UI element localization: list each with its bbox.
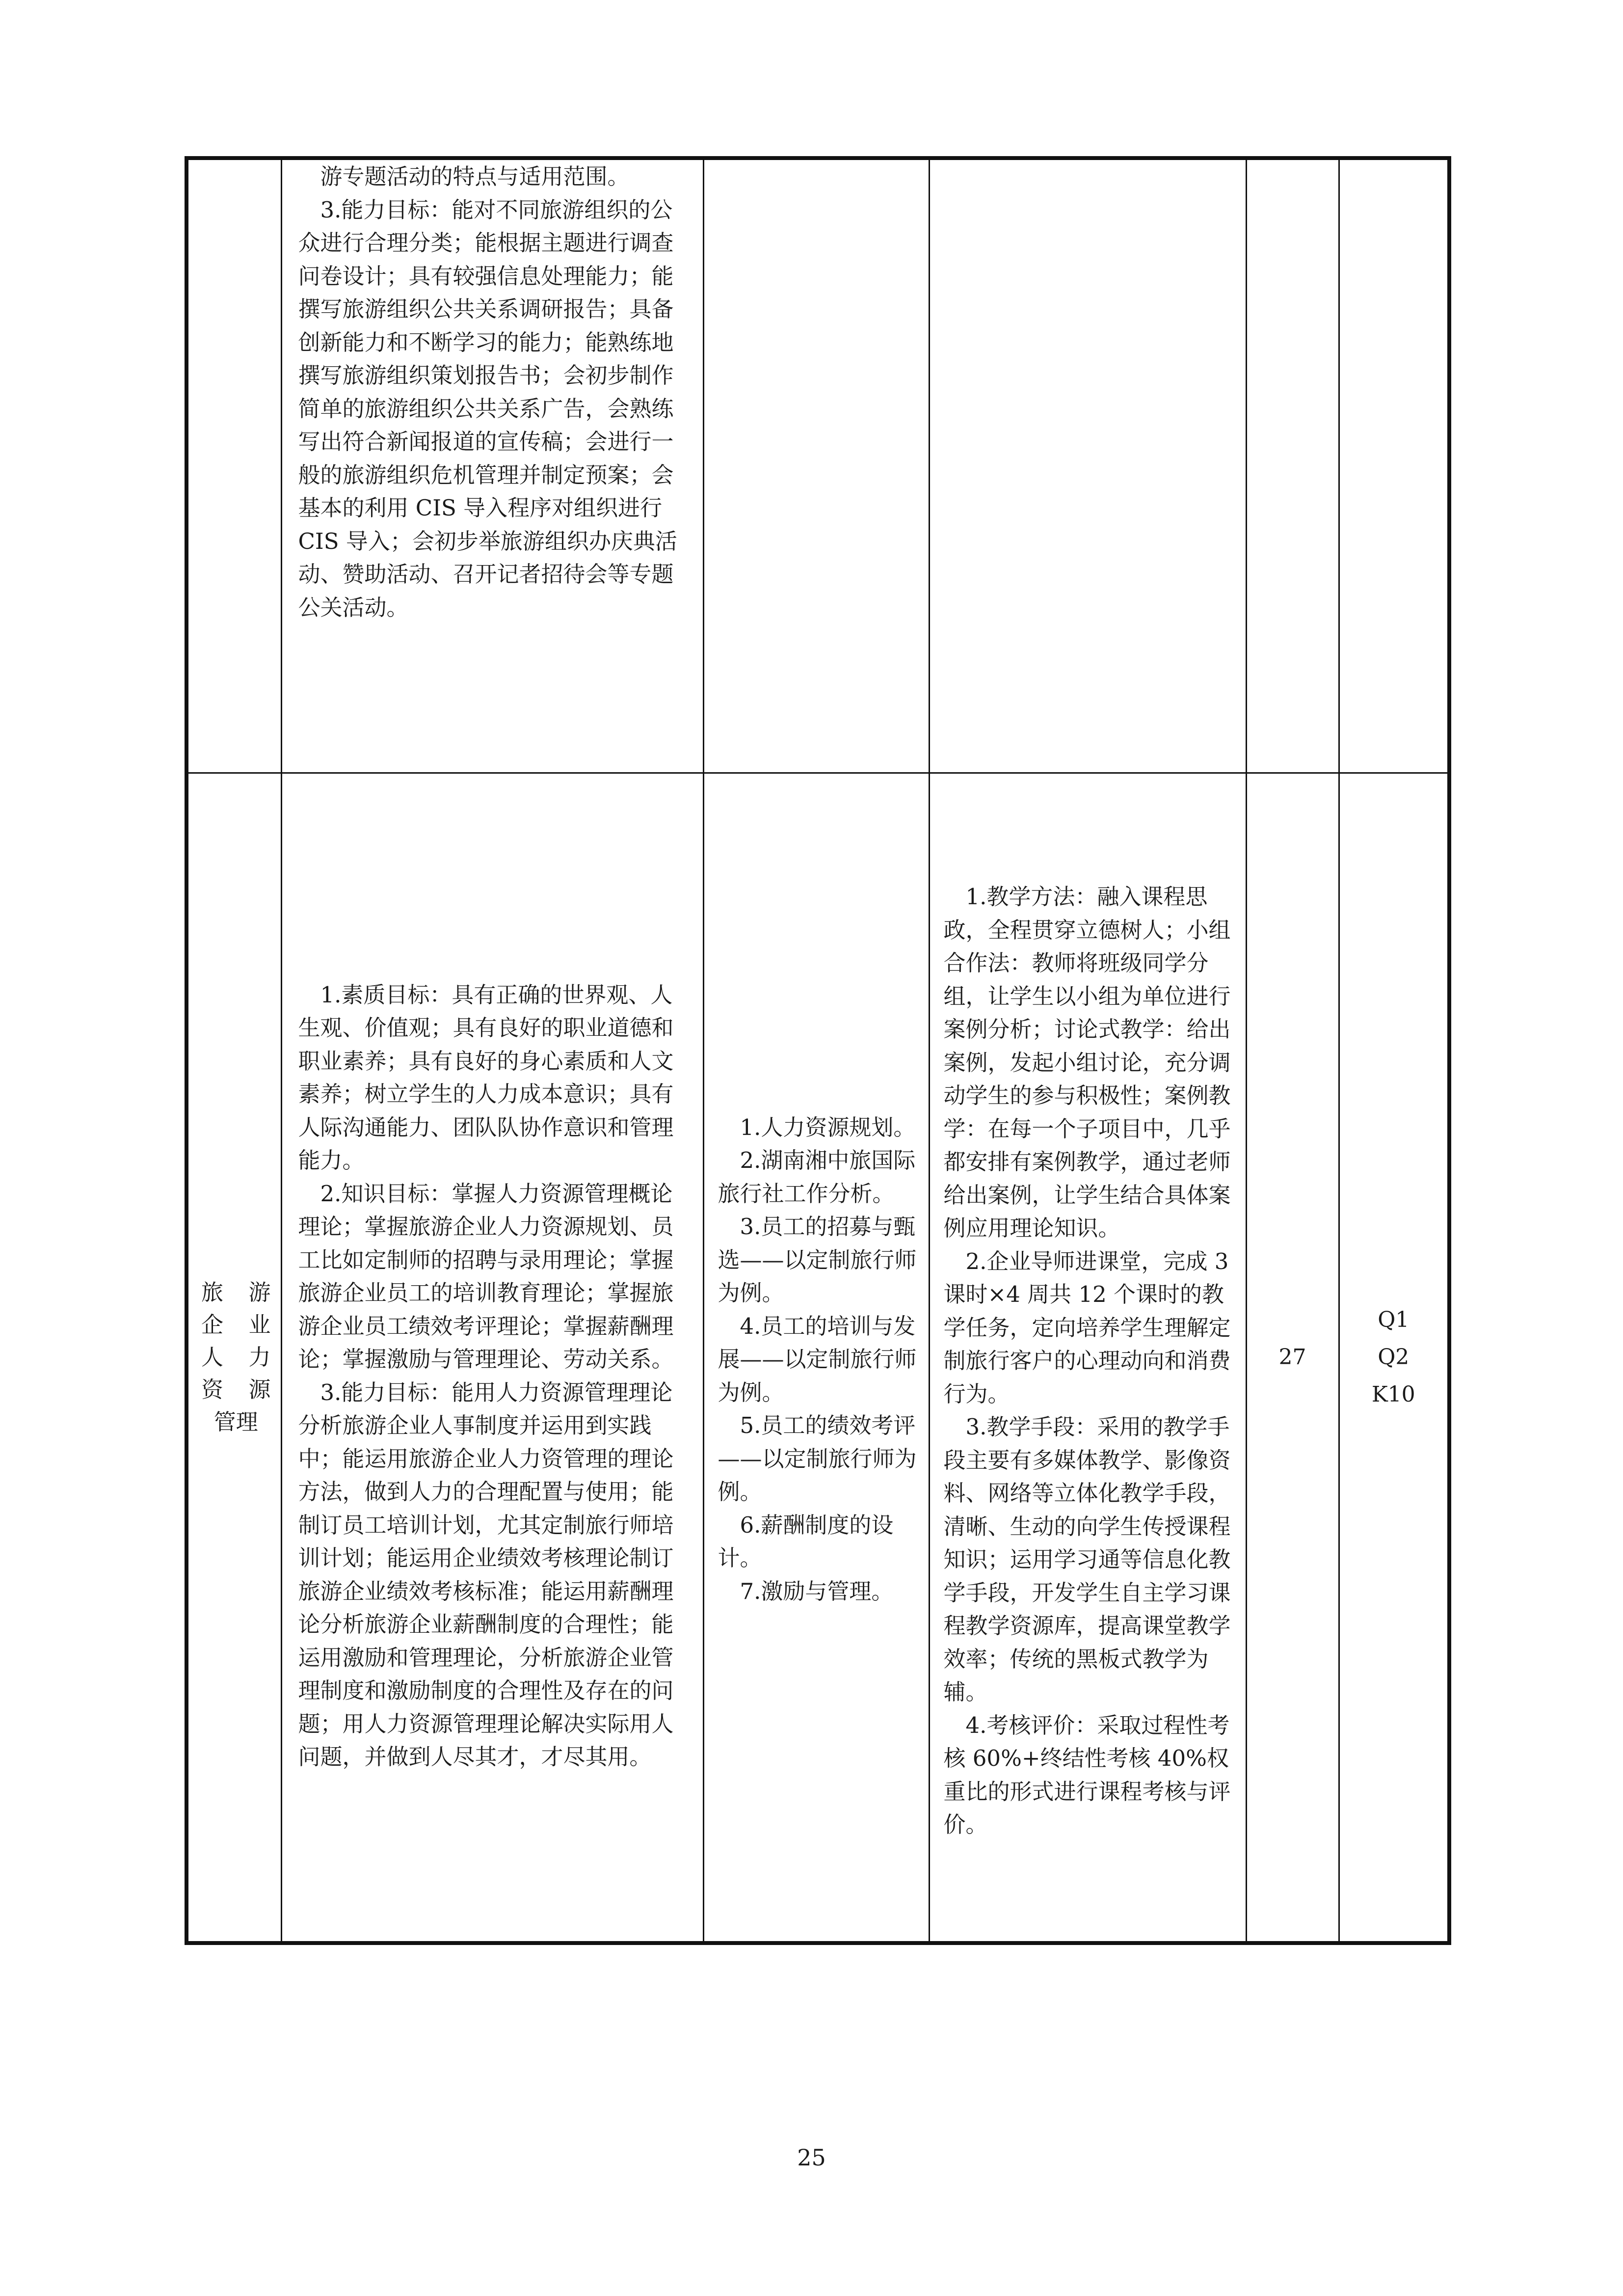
course-name-line: 管理: [213, 1408, 258, 1435]
course-name-cell: [186, 773, 281, 1943]
hours-cell: [1246, 158, 1339, 773]
method-cell: [929, 158, 1246, 773]
course-name-line: 资源: [201, 1376, 271, 1403]
codes-cell: [1339, 158, 1449, 773]
objectives-cell: [281, 773, 703, 1943]
hours-cell: [1246, 773, 1339, 1943]
method-paragraph: 2.企业导师进课堂，完成 3 课时×4 周共 12 个课时的教学任务，定向培养学生理解定制旅行客户的心理动向和消费行为。: [943, 1248, 1236, 1407]
code-item: Q2: [1378, 1344, 1410, 1370]
objective-paragraph: 1.素质目标：具有正确的世界观、人生观、价值观；具有良好的职业道德和职业素养；具有良好的身心素质和人文素养；树立学生的人力成本意识；具有人际沟通能力、团队队协作意识和管理能力。: [298, 981, 674, 1174]
course-table: [185, 156, 1451, 1945]
objective-paragraph: 3.能力目标：能用人力资源管理理论分析旅游企业人事制度并运用到实践中；能运用旅游企业人力资管理的理论方法，做到人力的合理配置与使用；能制订员工培训计划，尤其定制旅行师培训计划；能运用企业绩效考核理论制订旅游企业绩效考核标准；能运用薪酬理论分析旅游企业薪酬制度的合理性；能运用激励和管理理论，分析旅游企业管理制度和激励制度的合理性及存在的问题；用人力资源管理理论解决实际用人问题，并做到人尽其才，才尽其用。: [298, 1379, 674, 1770]
code-item: Q1: [1378, 1307, 1410, 1332]
course-name-line: 人力: [201, 1344, 271, 1370]
course-name: [188, 1276, 281, 1438]
content-item: 7.激励与管理。: [740, 1578, 894, 1604]
objective-paragraph: 3.能力目标：能对不同旅游组织的公众进行合理分类；能根据主题进行调查问卷设计；具有较强信息处理能力；能撰写旅游组织公共关系调研报告；具备创新能力和不断学习的能力；能熟练地撰写旅游组织策划报告书；会初步制作简单的旅游组织公共关系广告，会熟练写出符合新闻报道的宣传稿；会进行一般的旅游组织危机管理并制定预案；会基本的利用 CIS 导入程序对组织进行 CIS 导入；会初步举旅游组织办庆典活动、赞助活动、召开记者招待会等专题公关活动。: [298, 196, 677, 621]
method-paragraph: 3.教学手段：采用的教学手段主要有多媒体教学、影像资料、网络等立体化教学手段，清晰、生动的向学生传授课程知识；运用学习通等信息化教学手段，开发学生自主学习课程教学资源库，提高课堂教学效率；传统的黑板式教学为辅。: [943, 1414, 1231, 1705]
content-item: 6.薪酬制度的设计。: [718, 1512, 894, 1571]
content-cell: [703, 773, 929, 1943]
course-name-line: 旅游: [201, 1279, 271, 1305]
method-cell: [929, 773, 1246, 1943]
method-paragraph: 1.教学方法：融入课程思政，全程贯穿立德树人；小组合作法：教师将班级同学分组，让学生以小组为单位进行案例分析；讨论式教学：给出案例，发起小组讨论，充分调动学生的参与积极性；案例教学：在每一个子项目中，几乎都安排有案例教学，通过老师给出案例，让学生结合具体案例应用理论知识。: [943, 884, 1231, 1241]
table-row: [186, 773, 1449, 1943]
method-paragraph: 4.考核评价：采取过程性考核 60%+终结性考核 40%权重比的形式进行课程考核与评价。: [943, 1712, 1231, 1837]
objective-paragraph: 游专题活动的特点与适用范围。: [320, 163, 630, 189]
content-item: 2.湖南湘中旅国际旅行社工作分析。: [718, 1147, 916, 1207]
content-item: 4.员工的培训与发展——以定制旅行师为例。: [718, 1313, 917, 1405]
content-item: 5.员工的绩效考评——以定制旅行师为例。: [718, 1412, 917, 1505]
table-row: [186, 158, 1449, 773]
codes-cell: [1339, 773, 1449, 1943]
code-item: K10: [1371, 1381, 1415, 1407]
objective-paragraph: 2.知识目标：掌握人力资源管理概论理论；掌握旅游企业人力资源规划、员工比如定制师的招聘与录用理论；掌握旅游企业员工的培训教育理论；掌握旅游企业员工绩效考评理论；掌握薪酬理论；掌握激励与管理理论、劳动关系。: [298, 1180, 674, 1373]
course-name-line: 企业: [201, 1311, 271, 1338]
objectives-cell: [281, 158, 703, 773]
course-name-cell: [186, 158, 281, 773]
content-item: 3.员工的招募与甄选——以定制旅行师为例。: [718, 1214, 917, 1306]
hours-value: 27: [1278, 1344, 1306, 1370]
page-number: 25: [797, 2144, 826, 2171]
content-cell: [703, 158, 929, 773]
content-item: 1.人力资源规划。: [740, 1114, 916, 1140]
